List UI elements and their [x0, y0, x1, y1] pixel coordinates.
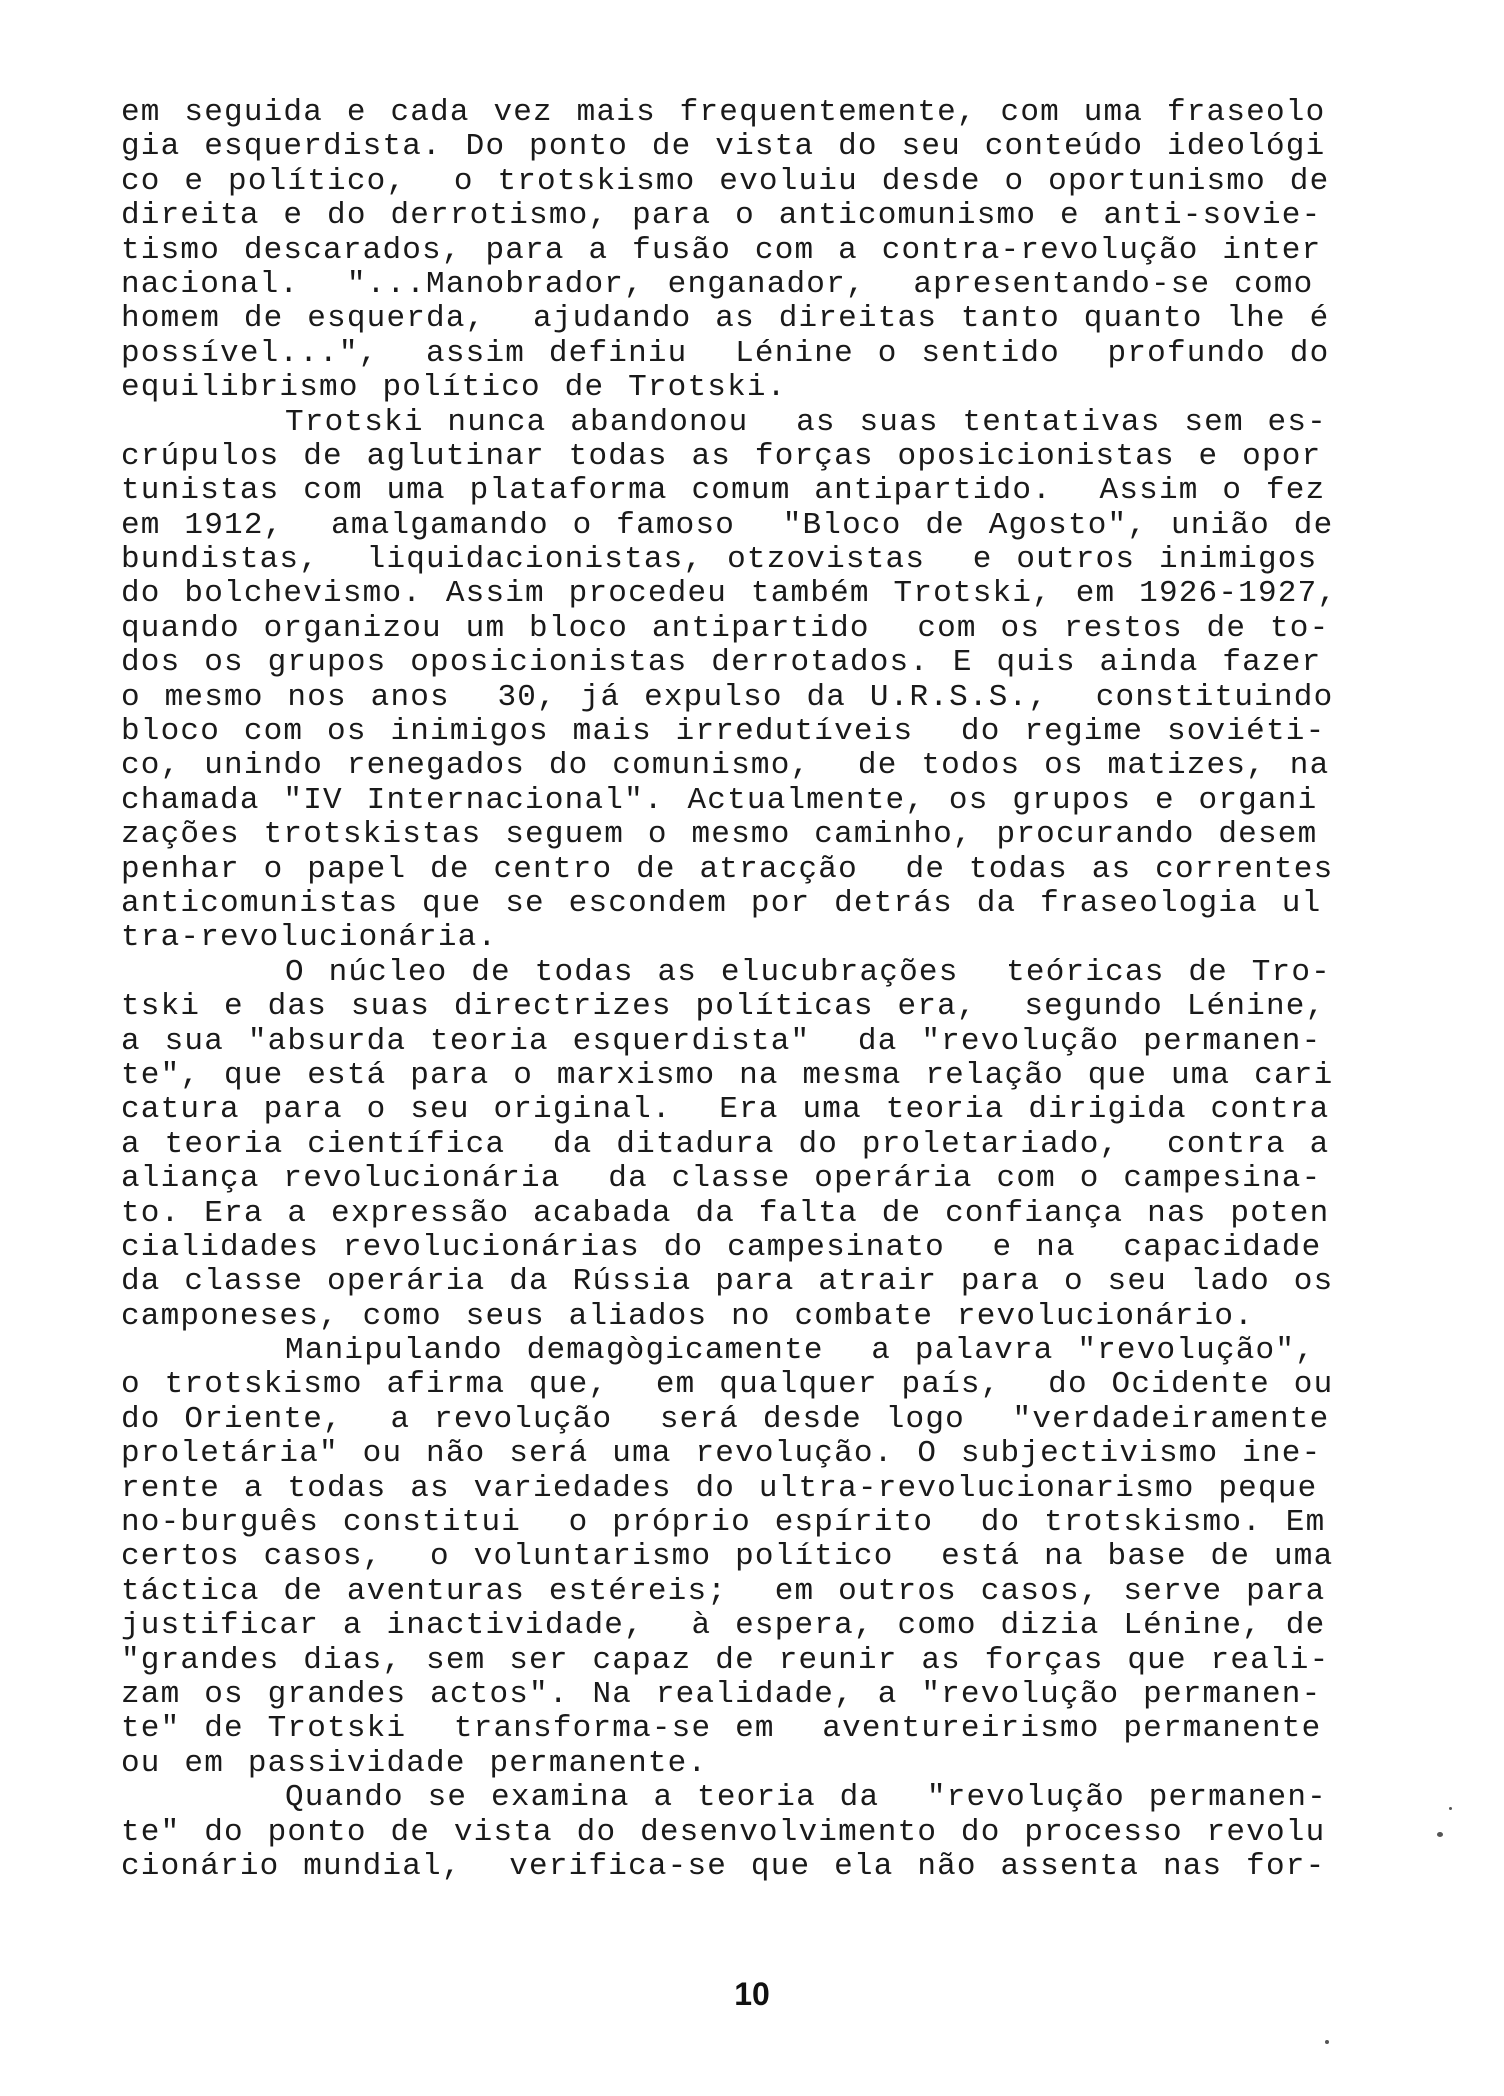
text-line: zam os grandes actos". Na realidade, a "revolução permanen-: [121, 1676, 1322, 1712]
text-line: anticomunistas que se escondem por detrás da fraseologia ul: [121, 885, 1322, 921]
text-line: "grandes dias, sem ser capaz de reunir as forças que reali-: [121, 1642, 1330, 1678]
text-line: tra-revolucionária.: [121, 920, 498, 956]
text-line: cionário mundial, verifica-se que ela não assenta nas for-: [121, 1848, 1326, 1884]
text-line: a teoria científica da ditadura do proletariado, contra a: [121, 1126, 1330, 1162]
text-line: quando organizou um bloco antipartido com os restos de to-: [121, 610, 1330, 646]
text-line: O núcleo de todas as elucubrações teóricas de Tro-: [285, 954, 1331, 990]
text-line: certos casos, o voluntarismo político está na base de uma: [121, 1539, 1334, 1575]
text-line: te" do ponto de vista do desenvolvimento do processo revolu: [121, 1814, 1326, 1850]
text-line: crúpulos de aglutinar todas as forças oposicionistas e opor: [121, 438, 1322, 474]
text-line: homem de esquerda, ajudando as direitas tanto quanto lhe é: [121, 301, 1330, 337]
body-text: [121, 96, 1381, 1884]
text-line: bundistas, liquidacionistas, otzovistas e outros inimigos: [121, 542, 1318, 578]
text-line: dos os grupos oposicionistas derrotados. E quis ainda fazer: [121, 645, 1322, 681]
text-line: to. Era a expressão acabada da falta de confiança nas poten: [121, 1195, 1330, 1231]
text-line: Quando se examina a teoria da "revolução permanen-: [285, 1780, 1327, 1816]
scan-speck: [1437, 1832, 1443, 1837]
text-line: a sua "absurda teoria esquerdista" da "revolução permanen-: [121, 1023, 1322, 1059]
text-line: catura para o seu original. Era uma teoria dirigida contra: [121, 1092, 1330, 1128]
text-line: em seguida e cada vez mais frequentemente, com uma fraseolo: [121, 95, 1326, 130]
text-line: te" de Trotski transforma-se em aventureirismo permanente: [121, 1711, 1322, 1747]
text-line: possível...", assim definiu Lénine o sentido profundo do: [121, 335, 1330, 371]
text-line: aliança revolucionária da classe operária com o campesina-: [121, 1161, 1322, 1197]
text-line: co, unindo renegados do comunismo, de todos os matizes, na: [121, 748, 1330, 784]
text-line: táctica de aventuras estéreis; em outros casos, serve para: [121, 1573, 1326, 1609]
text-line: direita e do derrotismo, para o anticomunismo e anti-sovie-: [121, 198, 1322, 234]
text-line: no-burguês constitui o próprio espírito do trotskismo. Em: [121, 1505, 1326, 1541]
text-line: equilibrismo político de Trotski.: [121, 370, 787, 406]
text-line: do Oriente, a revolução será desde logo "verdadeiramente: [121, 1401, 1330, 1437]
text-line: tismo descarados, para a fusão com a contra-revolução inter: [121, 232, 1322, 268]
scan-speck: [1449, 1807, 1452, 1810]
text-line: camponeses, como seus aliados no combate revolucionário.: [121, 1298, 1254, 1334]
text-line: Manipulando demagògicamente a palavra "revolução",: [285, 1333, 1315, 1369]
page-number: 10: [734, 1976, 770, 2012]
text-line: penhar o papel de centro de atracção de todas as correntes: [121, 851, 1334, 887]
text-line: gia esquerdista. Do ponto de vista do seu conteúdo ideológi: [121, 129, 1326, 165]
text-line: zações trotskistas seguem o mesmo caminho, procurando desem: [121, 817, 1318, 853]
text-line: Trotski nunca abandonou as suas tentativas sem es-: [285, 404, 1327, 440]
text-line: te", que está para o marxismo na mesma relação que uma cari: [121, 1057, 1334, 1093]
text-line: do bolchevismo. Assim procedeu também Trotski, em 1926-1927,: [121, 576, 1338, 612]
text-line: ou em passividade permanente.: [121, 1745, 708, 1781]
scan-speck: [1325, 2040, 1329, 2044]
text-line: justificar a inactividade, à espera, como dizia Lénine, de: [121, 1608, 1326, 1644]
text-line: em 1912, amalgamando o famoso "Bloco de Agosto", união de: [121, 507, 1334, 543]
text-line: nacional. "...Manobrador, enganador, apresentando-se como: [121, 266, 1314, 302]
text-line: o trotskismo afirma que, em qualquer país, do Ocidente ou: [121, 1367, 1334, 1403]
text-line: cialidades revolucionárias do campesinato e na capacidade: [121, 1229, 1322, 1265]
text-line: tski e das suas directrizes políticas era, segundo Lénine,: [121, 989, 1326, 1025]
text-line: co e político, o trotskismo evoluiu desde o oportunismo de: [121, 163, 1330, 199]
text-line: rente a todas as variedades do ultra-revolucionarismo peque: [121, 1470, 1318, 1506]
text-line: proletária" ou não será uma revolução. O subjectivismo ine-: [121, 1436, 1322, 1472]
text-line: chamada "IV Internacional". Actualmente, os grupos e organi: [121, 782, 1318, 818]
text-line: da classe operária da Rússia para atrair para o seu lado os: [121, 1264, 1334, 1300]
text-line: tunistas com uma plataforma comum antipartido. Assim o fez: [121, 473, 1326, 509]
text-line: bloco com os inimigos mais irredutíveis do regime soviéti-: [121, 714, 1326, 750]
text-line: o mesmo nos anos 30, já expulso da U.R.S.S., constituindo: [121, 679, 1334, 715]
